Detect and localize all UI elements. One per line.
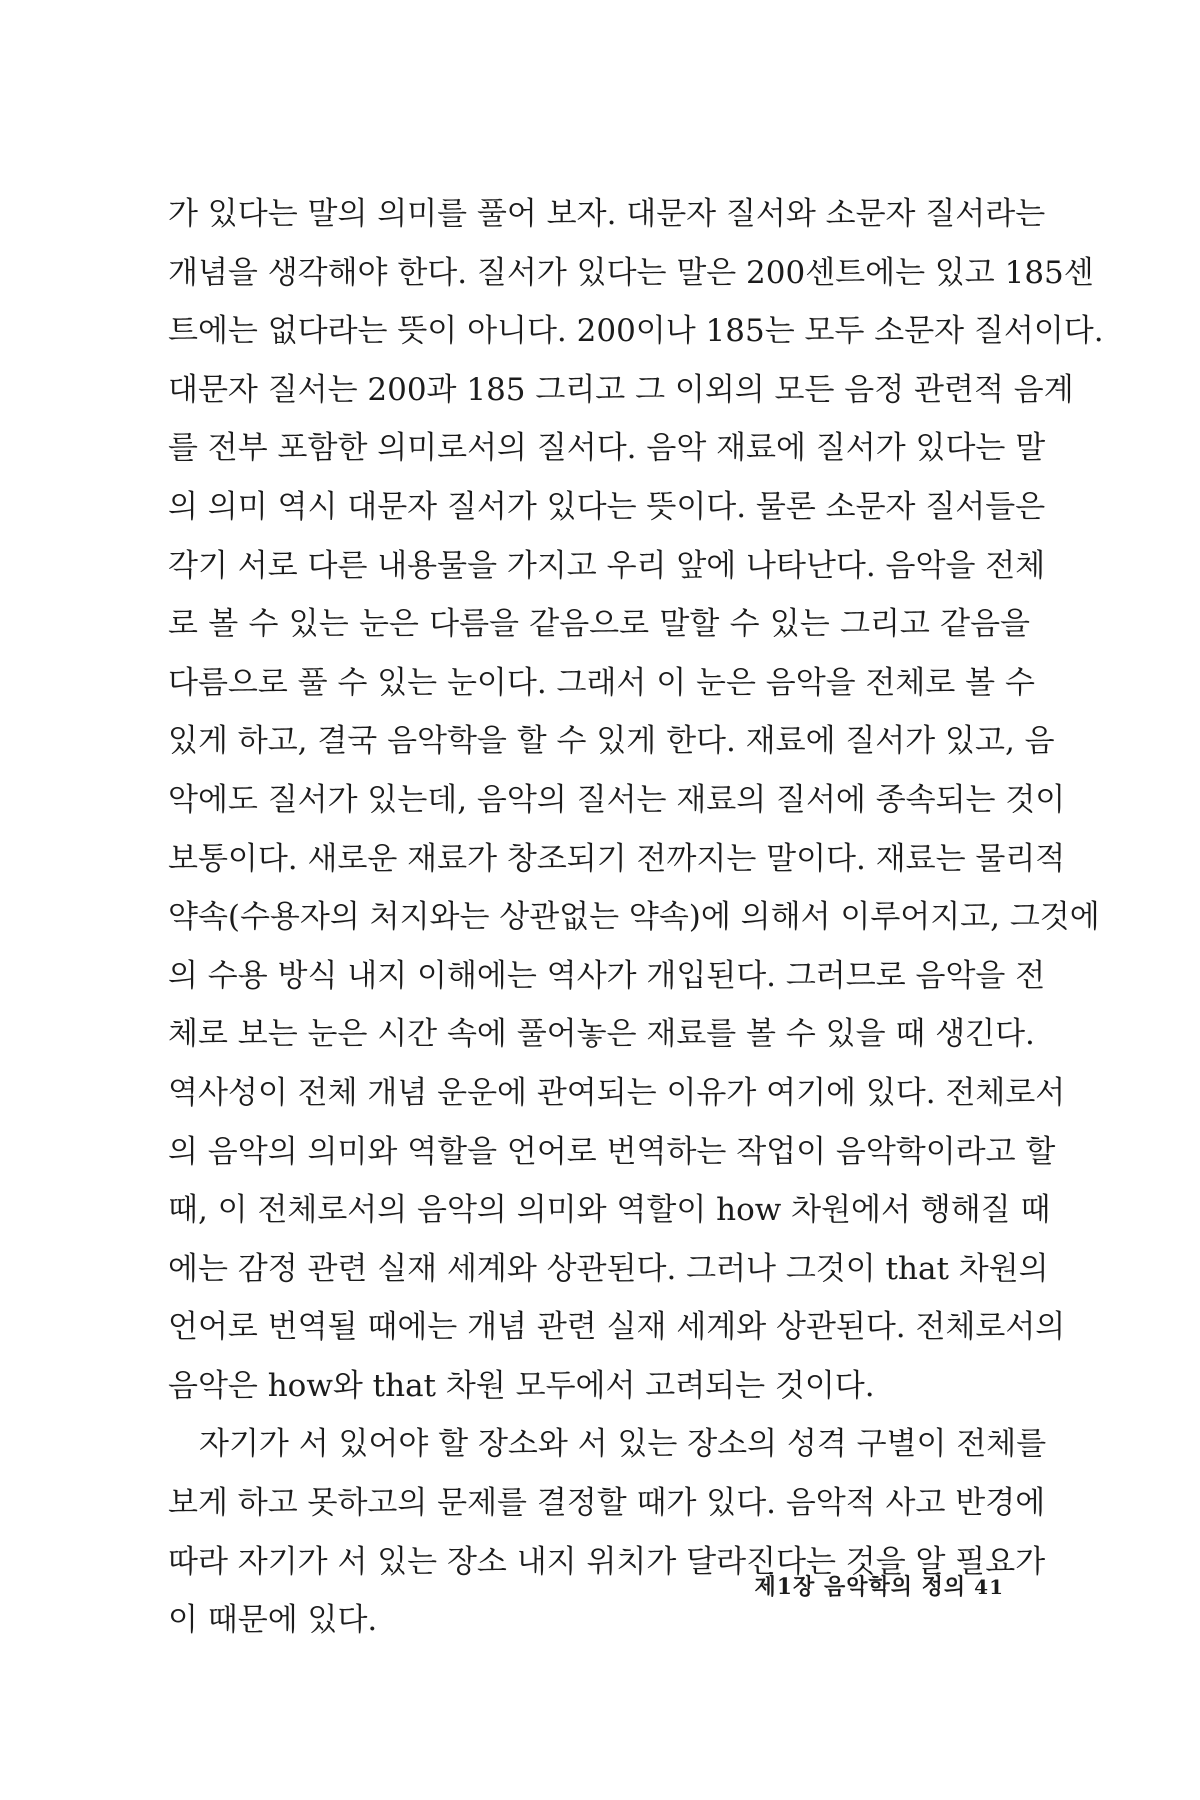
text-line: 가 있다는 말의 의미를 풀어 보자. 대문자 질서와 소문자 질서라는 xyxy=(168,196,1046,232)
body-text xyxy=(168,185,1104,1650)
text-line: 약속(수용자의 처지와는 상관없는 약속)에 의해서 이루어지고, 그것에 xyxy=(168,899,1100,936)
text-line: 체로 보는 눈은 시간 속에 풀어놓은 재료를 볼 수 있을 때 생긴다. xyxy=(168,1016,1035,1053)
text-line: 다름으로 풀 수 있는 눈이다. 그래서 이 눈은 음악을 전체로 볼 수 xyxy=(168,664,1035,701)
text-line: 보게 하고 못하고의 문제를 결정할 때가 있다. 음악적 사고 반경에 xyxy=(168,1485,1046,1522)
text-line-paragraph-end: 이 때문에 있다. xyxy=(168,1602,378,1639)
text-line: 각기 서로 다른 내용물을 가지고 우리 앞에 나타난다. 음악을 전체 xyxy=(168,547,1046,584)
text-line-paragraph-start: 자기가 서 있어야 할 장소와 서 있는 장소의 성격 구별이 전체를 xyxy=(168,1426,1047,1463)
text-line: 보통이다. 새로운 재료가 창조되기 전까지는 말이다. 재료는 물리적 xyxy=(168,840,1066,877)
text-line: 언어로 번역될 때에는 개념 관련 실재 세계와 상관된다. 전체로서의 xyxy=(168,1309,1066,1346)
chapter-title: 제1장 음악학의 정의 xyxy=(754,1574,967,1600)
text-line: 따라 자기가 서 있는 장소 내지 위치가 달라진다는 것을 알 필요가 xyxy=(168,1543,1046,1580)
text-line: 개념을 생각해야 한다. 질서가 있다는 말은 200센트에는 있고 185센 xyxy=(168,254,1094,291)
text-line: 트에는 없다라는 뜻이 아니다. 200이나 185는 모두 소문자 질서이다. xyxy=(168,313,1104,350)
text-line: 있게 하고, 결국 음악학을 할 수 있게 한다. 재료에 질서가 있고, 음 xyxy=(168,723,1055,760)
text-line: 로 볼 수 있는 눈은 다름을 같음으로 말할 수 있는 그리고 같음을 xyxy=(168,606,1030,643)
text-line: 악에도 질서가 있는데, 음악의 질서는 재료의 질서에 종속되는 것이 xyxy=(168,781,1066,818)
text-line: 역사성이 전체 개념 운운에 관여되는 이유가 여기에 있다. 전체로서 xyxy=(168,1074,1066,1111)
text-line: 의 의미 역시 대문자 질서가 있다는 뜻이다. 물론 소문자 질서들은 xyxy=(168,488,1046,525)
text-line: 의 수용 방식 내지 이해에는 역사가 개입된다. 그러므로 음악을 전 xyxy=(168,957,1046,994)
text-line: 에는 감정 관련 실재 세계와 상관된다. 그러나 그것이 that 차원의 xyxy=(168,1250,1049,1287)
text-line: 대문자 질서는 200과 185 그리고 그 이외의 모든 음정 관련적 음계 xyxy=(168,371,1074,408)
text-line: 를 전부 포함한 의미로서의 질서다. 음악 재료에 질서가 있다는 말 xyxy=(168,430,1046,467)
text-line: 때, 이 전체로서의 음악의 의미와 역할이 how 차원에서 행해질 때 xyxy=(168,1192,1051,1229)
page-number: 41 xyxy=(974,1575,1004,1599)
text-line: 의 음악의 의미와 역할을 언어로 번역하는 작업이 음악학이라고 할 xyxy=(168,1133,1056,1170)
running-footer xyxy=(755,1570,1005,1601)
text-line-paragraph-end: 음악은 how와 that 차원 모두에서 고려되는 것이다. xyxy=(168,1367,875,1404)
